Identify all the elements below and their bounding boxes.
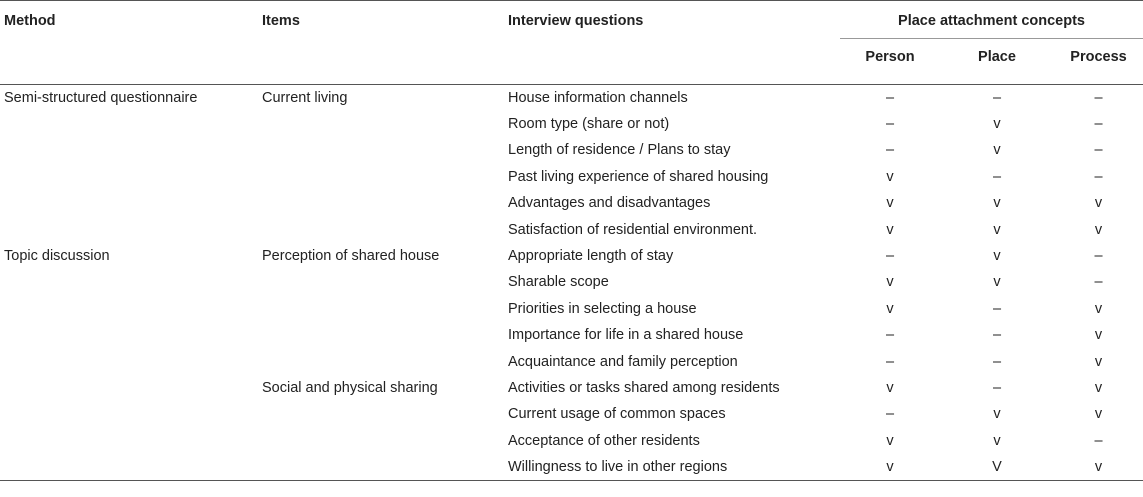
question-cell: Activities or tasks shared among residents xyxy=(508,379,780,396)
method-cell xyxy=(0,348,262,374)
process-cell: – xyxy=(1094,142,1103,159)
header-questions: Interview questions xyxy=(508,1,840,39)
process-cell: – xyxy=(1094,274,1103,291)
process-cell: v xyxy=(1094,195,1103,212)
process-cell: v xyxy=(1094,379,1103,396)
question-cell: Importance for life in a shared house xyxy=(508,327,744,344)
place-cell: – xyxy=(992,89,1002,106)
table-row xyxy=(0,137,1143,163)
person-cell: – xyxy=(885,327,895,344)
item-cell xyxy=(262,296,508,322)
person-cell: v xyxy=(886,221,894,238)
place-cell: v xyxy=(993,116,1001,133)
table-row xyxy=(0,85,1143,111)
question-cell: Acquaintance and family perception xyxy=(508,353,738,370)
table-row xyxy=(0,375,1143,401)
method-cell: Semi-structured questionnaire xyxy=(4,89,198,106)
item-cell: Perception of shared house xyxy=(262,248,440,265)
table-row xyxy=(0,322,1143,348)
process-cell: v xyxy=(1094,300,1103,317)
person-cell: – xyxy=(885,248,895,265)
person-cell: v xyxy=(886,300,894,317)
place-cell: – xyxy=(992,327,1002,344)
question-cell: Length of residence / Plans to stay xyxy=(508,142,731,159)
question-cell: Satisfaction of residential environment. xyxy=(508,221,758,238)
item-cell xyxy=(262,164,508,190)
item-cell xyxy=(262,401,508,427)
table-row xyxy=(0,190,1143,216)
person-cell: v xyxy=(886,195,894,212)
place-cell: – xyxy=(992,379,1002,396)
place-cell: v xyxy=(993,248,1001,265)
process-cell: v xyxy=(1094,353,1103,370)
person-cell: – xyxy=(885,89,895,106)
question-cell: House information channels xyxy=(508,89,688,106)
method-cell xyxy=(0,296,262,322)
question-cell: Sharable scope xyxy=(508,274,609,291)
place-cell: v xyxy=(993,406,1001,423)
question-cell: Appropriate length of stay xyxy=(508,248,674,265)
table-row xyxy=(0,296,1143,322)
method-cell xyxy=(0,454,262,480)
table-row xyxy=(0,164,1143,190)
place-cell: V xyxy=(940,454,1054,480)
place-cell: – xyxy=(992,353,1002,370)
item-cell xyxy=(262,216,508,242)
place-cell: v xyxy=(993,432,1001,449)
place-cell: – xyxy=(992,168,1002,185)
table-row xyxy=(0,401,1143,427)
process-cell: v xyxy=(1094,327,1103,344)
method-cell xyxy=(0,322,262,348)
process-cell: v xyxy=(1054,454,1143,480)
method-cell: Topic discussion xyxy=(4,248,110,265)
person-cell: – xyxy=(885,406,895,423)
item-cell: Current living xyxy=(262,89,348,106)
header-place: Place xyxy=(940,39,1054,85)
method-cell xyxy=(0,137,262,163)
method-cell xyxy=(0,375,262,401)
method-cell xyxy=(0,428,262,454)
header-items: Items xyxy=(262,1,508,39)
question-cell: Current usage of common spaces xyxy=(508,406,726,423)
method-cell xyxy=(0,269,262,295)
header-person: Person xyxy=(840,39,940,85)
item-cell xyxy=(262,111,508,137)
person-cell: – xyxy=(885,116,895,133)
item-cell xyxy=(262,137,508,163)
question-cell: Acceptance of other residents xyxy=(508,432,700,449)
question-cell: Room type (share or not) xyxy=(508,116,670,133)
process-cell: – xyxy=(1094,248,1103,265)
table-row xyxy=(0,454,1143,480)
place-cell: – xyxy=(992,300,1002,317)
item-cell xyxy=(262,269,508,295)
person-cell: v xyxy=(886,379,894,396)
item-cell xyxy=(262,322,508,348)
item-cell: Social and physical sharing xyxy=(262,379,438,396)
header-method: Method xyxy=(0,1,262,39)
question-cell: Willingness to live in other regions xyxy=(508,454,840,480)
table-row xyxy=(0,243,1143,269)
question-cell: Advantages and disadvantages xyxy=(508,195,711,212)
item-cell xyxy=(262,190,508,216)
place-cell: v xyxy=(993,221,1001,238)
person-cell: v xyxy=(886,274,894,291)
process-cell: v xyxy=(1094,406,1103,423)
table-row xyxy=(0,348,1143,374)
person-cell: – xyxy=(885,142,895,159)
person-cell: v xyxy=(886,168,894,185)
method-cell xyxy=(0,164,262,190)
method-cell xyxy=(0,216,262,242)
method-cell xyxy=(0,190,262,216)
place-cell: v xyxy=(993,195,1001,212)
table-row xyxy=(0,111,1143,137)
place-cell: v xyxy=(993,274,1001,291)
process-cell: – xyxy=(1094,89,1103,106)
item-cell xyxy=(262,348,508,374)
table-row xyxy=(0,269,1143,295)
method-cell xyxy=(0,111,262,137)
header-process: Process xyxy=(1054,39,1143,85)
person-cell: v xyxy=(840,454,940,480)
item-cell xyxy=(262,454,508,480)
person-cell: v xyxy=(886,432,894,449)
question-cell: Priorities in selecting a house xyxy=(508,300,697,317)
process-cell: – xyxy=(1094,168,1103,185)
person-cell: – xyxy=(885,353,895,370)
question-cell: Past living experience of shared housing xyxy=(508,168,769,185)
process-cell: – xyxy=(1094,432,1103,449)
process-cell: v xyxy=(1094,221,1103,238)
table-row xyxy=(0,428,1143,454)
place-cell: v xyxy=(993,142,1001,159)
table-row xyxy=(0,216,1143,242)
method-cell xyxy=(0,401,262,427)
process-cell: – xyxy=(1094,116,1103,133)
item-cell xyxy=(262,428,508,454)
header-concepts: Place attachment concepts xyxy=(840,1,1143,39)
table-body xyxy=(0,85,1143,481)
